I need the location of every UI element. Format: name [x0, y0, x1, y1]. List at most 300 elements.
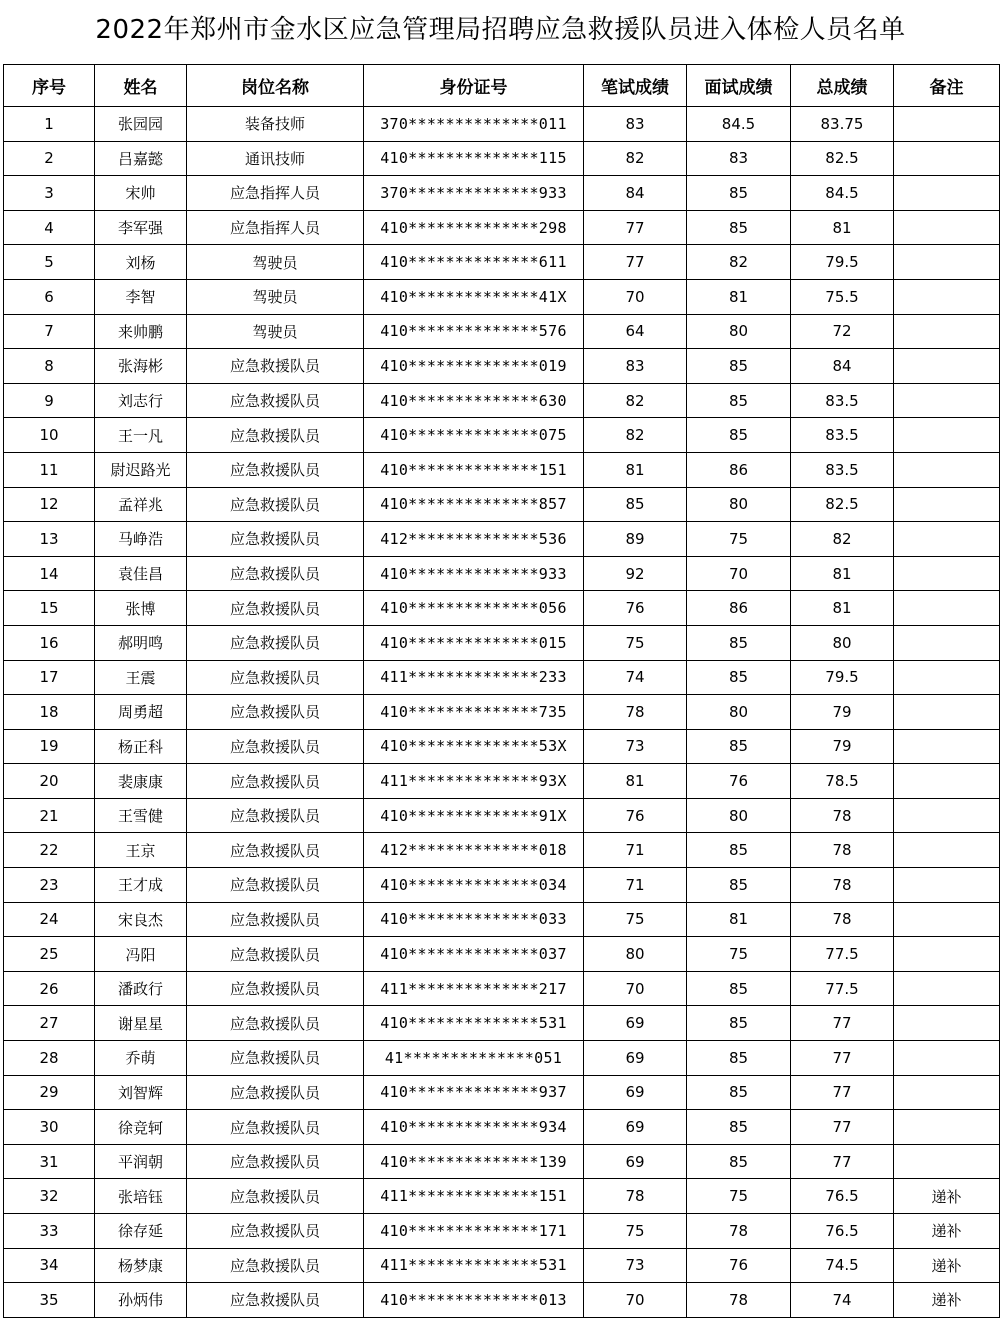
- cell-seq: 9: [4, 383, 95, 418]
- cell-total-score: 81: [791, 591, 894, 626]
- cell-seq: 22: [4, 833, 95, 868]
- cell-written-score: 69: [584, 1041, 687, 1076]
- cell-remark: [894, 937, 1000, 972]
- cell-name: 王京: [95, 833, 187, 868]
- cell-interview-score: 82: [687, 245, 791, 280]
- cell-seq: 18: [4, 695, 95, 730]
- cell-total-score: 77: [791, 1006, 894, 1041]
- cell-written-score: 76: [584, 591, 687, 626]
- cell-interview-score: 85: [687, 1075, 791, 1110]
- table-row: [4, 695, 1000, 730]
- table-row: [4, 1006, 1000, 1041]
- table-row: [4, 349, 1000, 384]
- table-row: [4, 314, 1000, 349]
- cell-seq: 16: [4, 625, 95, 660]
- table-row: [4, 660, 1000, 695]
- cell-id-number: 410**************034: [364, 868, 584, 903]
- cell-written-score: 85: [584, 487, 687, 522]
- table-row: [4, 1248, 1000, 1283]
- table-row: [4, 176, 1000, 211]
- cell-name: 郝明鸣: [95, 625, 187, 660]
- cell-remark: [894, 522, 1000, 557]
- cell-interview-score: 76: [687, 764, 791, 799]
- table-row: [4, 487, 1000, 522]
- cell-name: 张园园: [95, 107, 187, 142]
- cell-id-number: 410**************037: [364, 937, 584, 972]
- cell-remark: [894, 1075, 1000, 1110]
- cell-written-score: 70: [584, 279, 687, 314]
- cell-total-score: 83.5: [791, 383, 894, 418]
- cell-seq: 19: [4, 729, 95, 764]
- table-row: [4, 971, 1000, 1006]
- cell-name: 李智: [95, 279, 187, 314]
- cell-name: 王一凡: [95, 418, 187, 453]
- table-row: [4, 729, 1000, 764]
- cell-written-score: 78: [584, 1179, 687, 1214]
- cell-seq: 26: [4, 971, 95, 1006]
- cell-name: 刘杨: [95, 245, 187, 280]
- cell-interview-score: 85: [687, 418, 791, 453]
- cell-name: 张培钰: [95, 1179, 187, 1214]
- cell-name: 马峥浩: [95, 522, 187, 557]
- cell-seq: 15: [4, 591, 95, 626]
- cell-id-number: 410**************934: [364, 1110, 584, 1145]
- cell-total-score: 77.5: [791, 937, 894, 972]
- cell-id-number: 410**************630: [364, 383, 584, 418]
- table-row: [4, 1144, 1000, 1179]
- cell-position: 通讯技师: [187, 141, 364, 176]
- cell-total-score: 79.5: [791, 245, 894, 280]
- cell-total-score: 78.5: [791, 764, 894, 799]
- cell-id-number: 41**************051: [364, 1041, 584, 1076]
- cell-position: 应急救援队员: [187, 1110, 364, 1145]
- cell-total-score: 78: [791, 833, 894, 868]
- cell-position: 应急指挥人员: [187, 176, 364, 211]
- cell-total-score: 78: [791, 902, 894, 937]
- cell-remark: [894, 383, 1000, 418]
- cell-written-score: 84: [584, 176, 687, 211]
- cell-total-score: 76.5: [791, 1214, 894, 1249]
- cell-remark: [894, 452, 1000, 487]
- cell-written-score: 71: [584, 833, 687, 868]
- cell-id-number: 410**************298: [364, 210, 584, 245]
- cell-total-score: 77: [791, 1144, 894, 1179]
- cell-remark: [894, 1110, 1000, 1145]
- cell-seq: 33: [4, 1214, 95, 1249]
- cell-position: 应急救援队员: [187, 1214, 364, 1249]
- cell-interview-score: 85: [687, 660, 791, 695]
- cell-total-score: 79: [791, 695, 894, 730]
- cell-position: 应急救援队员: [187, 349, 364, 384]
- cell-written-score: 69: [584, 1110, 687, 1145]
- cell-written-score: 73: [584, 729, 687, 764]
- cell-id-number: 410**************611: [364, 245, 584, 280]
- cell-remark: [894, 1144, 1000, 1179]
- cell-written-score: 78: [584, 695, 687, 730]
- cell-position: 应急救援队员: [187, 383, 364, 418]
- column-header-total-score: 总成绩: [791, 65, 894, 107]
- cell-seq: 27: [4, 1006, 95, 1041]
- cell-id-number: 410**************857: [364, 487, 584, 522]
- cell-total-score: 79: [791, 729, 894, 764]
- cell-remark: [894, 1006, 1000, 1041]
- cell-position: 应急救援队员: [187, 798, 364, 833]
- cell-name: 乔萌: [95, 1041, 187, 1076]
- table-row: [4, 625, 1000, 660]
- cell-id-number: 410**************91X: [364, 798, 584, 833]
- cell-id-number: 410**************075: [364, 418, 584, 453]
- cell-total-score: 76.5: [791, 1179, 894, 1214]
- cell-total-score: 83.5: [791, 418, 894, 453]
- cell-id-number: 410**************151: [364, 452, 584, 487]
- cell-remark: [894, 176, 1000, 211]
- cell-position: 应急救援队员: [187, 1179, 364, 1214]
- cell-remark: [894, 314, 1000, 349]
- cell-seq: 13: [4, 522, 95, 557]
- cell-position: 应急救援队员: [187, 418, 364, 453]
- cell-seq: 23: [4, 868, 95, 903]
- cell-interview-score: 83: [687, 141, 791, 176]
- cell-interview-score: 75: [687, 1179, 791, 1214]
- cell-id-number: 410**************019: [364, 349, 584, 384]
- cell-remark: [894, 729, 1000, 764]
- table-row: [4, 937, 1000, 972]
- cell-seq: 14: [4, 556, 95, 591]
- cell-seq: 24: [4, 902, 95, 937]
- cell-total-score: 77: [791, 1041, 894, 1076]
- cell-remark: [894, 764, 1000, 799]
- cell-seq: 8: [4, 349, 95, 384]
- cell-seq: 32: [4, 1179, 95, 1214]
- cell-position: 应急救援队员: [187, 487, 364, 522]
- cell-total-score: 82: [791, 522, 894, 557]
- cell-written-score: 69: [584, 1144, 687, 1179]
- cell-interview-score: 85: [687, 1041, 791, 1076]
- cell-remark: 递补: [894, 1248, 1000, 1283]
- cell-interview-score: 86: [687, 452, 791, 487]
- cell-name: 张海彬: [95, 349, 187, 384]
- cell-name: 杨正科: [95, 729, 187, 764]
- cell-id-number: 411**************233: [364, 660, 584, 695]
- cell-remark: [894, 902, 1000, 937]
- cell-interview-score: 80: [687, 798, 791, 833]
- cell-remark: 递补: [894, 1283, 1000, 1318]
- cell-name: 杨梦康: [95, 1248, 187, 1283]
- cell-interview-score: 80: [687, 487, 791, 522]
- cell-position: 应急救援队员: [187, 591, 364, 626]
- cell-written-score: 64: [584, 314, 687, 349]
- cell-id-number: 410**************033: [364, 902, 584, 937]
- cell-written-score: 83: [584, 349, 687, 384]
- cell-interview-score: 85: [687, 176, 791, 211]
- cell-position: 应急救援队员: [187, 971, 364, 1006]
- cell-seq: 30: [4, 1110, 95, 1145]
- cell-position: 应急救援队员: [187, 660, 364, 695]
- cell-total-score: 77.5: [791, 971, 894, 1006]
- table-row: [4, 556, 1000, 591]
- cell-written-score: 74: [584, 660, 687, 695]
- cell-position: 应急救援队员: [187, 1144, 364, 1179]
- cell-name: 宋良杰: [95, 902, 187, 937]
- cell-position: 应急救援队员: [187, 764, 364, 799]
- cell-position: 应急救援队员: [187, 729, 364, 764]
- column-header-interview-score: 面试成绩: [687, 65, 791, 107]
- cell-name: 王雪健: [95, 798, 187, 833]
- cell-remark: [894, 556, 1000, 591]
- cell-interview-score: 85: [687, 210, 791, 245]
- cell-name: 李军强: [95, 210, 187, 245]
- cell-seq: 7: [4, 314, 95, 349]
- page-title: 2022年郑州市金水区应急管理局招聘应急救援队员进入体检人员名单: [95, 15, 906, 45]
- cell-name: 王震: [95, 660, 187, 695]
- table-row: [4, 798, 1000, 833]
- table-row: [4, 902, 1000, 937]
- cell-position: 应急指挥人员: [187, 210, 364, 245]
- cell-name: 孙炳伟: [95, 1283, 187, 1318]
- cell-name: 潘政行: [95, 971, 187, 1006]
- cell-name: 谢星星: [95, 1006, 187, 1041]
- cell-seq: 6: [4, 279, 95, 314]
- table-row: [4, 383, 1000, 418]
- cell-seq: 5: [4, 245, 95, 280]
- cell-total-score: 84: [791, 349, 894, 384]
- cell-id-number: 410**************41X: [364, 279, 584, 314]
- cell-interview-score: 85: [687, 868, 791, 903]
- cell-seq: 21: [4, 798, 95, 833]
- cell-name: 王才成: [95, 868, 187, 903]
- cell-interview-score: 70: [687, 556, 791, 591]
- cell-seq: 17: [4, 660, 95, 695]
- cell-interview-score: 85: [687, 971, 791, 1006]
- table-body: [4, 107, 1000, 1318]
- cell-remark: [894, 210, 1000, 245]
- cell-name: 刘志行: [95, 383, 187, 418]
- cell-interview-score: 78: [687, 1214, 791, 1249]
- cell-written-score: 77: [584, 210, 687, 245]
- cell-written-score: 92: [584, 556, 687, 591]
- cell-id-number: 410**************531: [364, 1006, 584, 1041]
- cell-interview-score: 85: [687, 729, 791, 764]
- cell-interview-score: 81: [687, 279, 791, 314]
- cell-total-score: 75.5: [791, 279, 894, 314]
- cell-total-score: 81: [791, 556, 894, 591]
- table-row: [4, 591, 1000, 626]
- cell-interview-score: 76: [687, 1248, 791, 1283]
- cell-position: 应急救援队员: [187, 695, 364, 730]
- cell-id-number: 410**************056: [364, 591, 584, 626]
- cell-total-score: 82.5: [791, 487, 894, 522]
- cell-position: 应急救援队员: [187, 868, 364, 903]
- cell-position: 驾驶员: [187, 314, 364, 349]
- cell-remark: [894, 971, 1000, 1006]
- cell-seq: 12: [4, 487, 95, 522]
- column-header-position: 岗位名称: [187, 65, 364, 107]
- cell-remark: [894, 798, 1000, 833]
- cell-id-number: 410**************937: [364, 1075, 584, 1110]
- cell-written-score: 81: [584, 764, 687, 799]
- cell-written-score: 73: [584, 1248, 687, 1283]
- cell-position: 驾驶员: [187, 245, 364, 280]
- column-header-seq: 序号: [4, 65, 95, 107]
- cell-position: 应急救援队员: [187, 625, 364, 660]
- table-row: [4, 141, 1000, 176]
- table-row: [4, 452, 1000, 487]
- cell-id-number: 410**************53X: [364, 729, 584, 764]
- cell-name: 张博: [95, 591, 187, 626]
- cell-written-score: 75: [584, 1214, 687, 1249]
- cell-remark: [894, 833, 1000, 868]
- cell-name: 平润朝: [95, 1144, 187, 1179]
- cell-remark: [894, 107, 1000, 142]
- cell-remark: 递补: [894, 1179, 1000, 1214]
- cell-remark: [894, 245, 1000, 280]
- cell-seq: 31: [4, 1144, 95, 1179]
- cell-seq: 28: [4, 1041, 95, 1076]
- cell-id-number: 370**************933: [364, 176, 584, 211]
- cell-seq: 10: [4, 418, 95, 453]
- cell-remark: [894, 487, 1000, 522]
- candidate-table: [3, 64, 1000, 1318]
- cell-interview-score: 85: [687, 1110, 791, 1145]
- cell-total-score: 82.5: [791, 141, 894, 176]
- cell-written-score: 70: [584, 971, 687, 1006]
- cell-written-score: 82: [584, 383, 687, 418]
- table-row: [4, 1179, 1000, 1214]
- cell-seq: 2: [4, 141, 95, 176]
- cell-total-score: 78: [791, 798, 894, 833]
- cell-interview-score: 85: [687, 1144, 791, 1179]
- cell-seq: 3: [4, 176, 95, 211]
- cell-total-score: 84.5: [791, 176, 894, 211]
- cell-id-number: 411**************531: [364, 1248, 584, 1283]
- cell-interview-score: 81: [687, 902, 791, 937]
- cell-id-number: 410**************139: [364, 1144, 584, 1179]
- cell-total-score: 74.5: [791, 1248, 894, 1283]
- table-row: [4, 833, 1000, 868]
- cell-seq: 29: [4, 1075, 95, 1110]
- cell-position: 应急救援队员: [187, 556, 364, 591]
- table-row: [4, 245, 1000, 280]
- cell-total-score: 77: [791, 1075, 894, 1110]
- cell-written-score: 77: [584, 245, 687, 280]
- column-header-name: 姓名: [95, 65, 187, 107]
- table-row: [4, 210, 1000, 245]
- cell-position: 应急救援队员: [187, 1283, 364, 1318]
- column-header-remark: 备注: [894, 65, 1000, 107]
- cell-written-score: 70: [584, 1283, 687, 1318]
- cell-position: 应急救援队员: [187, 522, 364, 557]
- cell-position: 应急救援队员: [187, 452, 364, 487]
- cell-written-score: 81: [584, 452, 687, 487]
- cell-name: 宋帅: [95, 176, 187, 211]
- cell-id-number: 410**************576: [364, 314, 584, 349]
- table-row: [4, 418, 1000, 453]
- cell-total-score: 72: [791, 314, 894, 349]
- cell-position: 应急救援队员: [187, 833, 364, 868]
- cell-total-score: 83.75: [791, 107, 894, 142]
- cell-remark: [894, 141, 1000, 176]
- cell-remark: [894, 418, 1000, 453]
- cell-id-number: 412**************018: [364, 833, 584, 868]
- cell-id-number: 410**************735: [364, 695, 584, 730]
- cell-total-score: 74: [791, 1283, 894, 1318]
- table-row: [4, 764, 1000, 799]
- cell-name: 周勇超: [95, 695, 187, 730]
- cell-position: 应急救援队员: [187, 937, 364, 972]
- cell-written-score: 82: [584, 141, 687, 176]
- cell-seq: 20: [4, 764, 95, 799]
- cell-written-score: 75: [584, 625, 687, 660]
- table-row: [4, 279, 1000, 314]
- table-row: [4, 1214, 1000, 1249]
- cell-position: 装备技师: [187, 107, 364, 142]
- cell-name: 徐竞轲: [95, 1110, 187, 1145]
- cell-id-number: 410**************013: [364, 1283, 584, 1318]
- cell-position: 应急救援队员: [187, 1248, 364, 1283]
- cell-written-score: 71: [584, 868, 687, 903]
- cell-remark: [894, 349, 1000, 384]
- column-header-written-score: 笔试成绩: [584, 65, 687, 107]
- cell-total-score: 80: [791, 625, 894, 660]
- cell-remark: [894, 591, 1000, 626]
- cell-interview-score: 84.5: [687, 107, 791, 142]
- table-row: [4, 1075, 1000, 1110]
- cell-id-number: 411**************151: [364, 1179, 584, 1214]
- cell-name: 刘智辉: [95, 1075, 187, 1110]
- cell-seq: 35: [4, 1283, 95, 1318]
- cell-position: 应急救援队员: [187, 902, 364, 937]
- cell-name: 裴康康: [95, 764, 187, 799]
- cell-written-score: 89: [584, 522, 687, 557]
- cell-id-number: 410**************115: [364, 141, 584, 176]
- cell-name: 袁佳昌: [95, 556, 187, 591]
- table-row: [4, 868, 1000, 903]
- cell-remark: [894, 625, 1000, 660]
- table-row: [4, 1041, 1000, 1076]
- cell-written-score: 80: [584, 937, 687, 972]
- cell-total-score: 78: [791, 868, 894, 903]
- cell-name: 冯阳: [95, 937, 187, 972]
- cell-position: 应急救援队员: [187, 1006, 364, 1041]
- cell-id-number: 410**************015: [364, 625, 584, 660]
- table-header-row: [4, 65, 1000, 107]
- table-row: [4, 107, 1000, 142]
- cell-interview-score: 75: [687, 937, 791, 972]
- cell-interview-score: 80: [687, 695, 791, 730]
- cell-interview-score: 80: [687, 314, 791, 349]
- cell-written-score: 82: [584, 418, 687, 453]
- cell-id-number: 410**************171: [364, 1214, 584, 1249]
- cell-total-score: 81: [791, 210, 894, 245]
- cell-id-number: 370**************011: [364, 107, 584, 142]
- cell-id-number: 411**************93X: [364, 764, 584, 799]
- cell-position: 驾驶员: [187, 279, 364, 314]
- cell-seq: 1: [4, 107, 95, 142]
- cell-total-score: 79.5: [791, 660, 894, 695]
- cell-total-score: 77: [791, 1110, 894, 1145]
- cell-interview-score: 86: [687, 591, 791, 626]
- table-row: [4, 522, 1000, 557]
- cell-id-number: 411**************217: [364, 971, 584, 1006]
- cell-id-number: 412**************536: [364, 522, 584, 557]
- cell-remark: [894, 868, 1000, 903]
- cell-position: 应急救援队员: [187, 1041, 364, 1076]
- cell-name: 孟祥兆: [95, 487, 187, 522]
- cell-remark: [894, 660, 1000, 695]
- cell-interview-score: 85: [687, 625, 791, 660]
- cell-interview-score: 85: [687, 833, 791, 868]
- cell-interview-score: 85: [687, 1006, 791, 1041]
